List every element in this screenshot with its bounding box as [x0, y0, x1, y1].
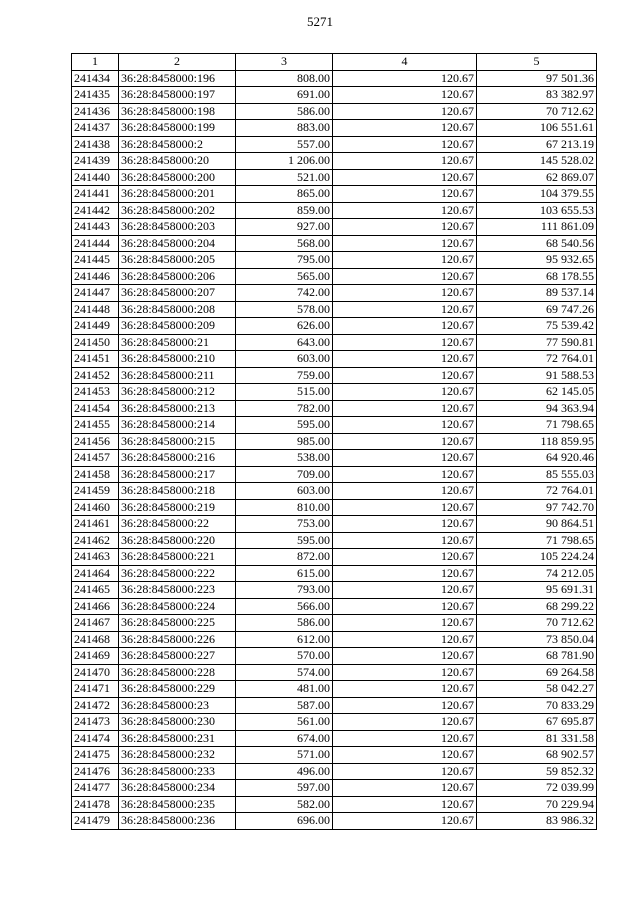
cadastral-number-cell: 36:28:8458000:233 [119, 763, 236, 780]
column-header-4: 4 [333, 54, 477, 71]
cadastral-number-cell: 36:28:8458000:229 [119, 681, 236, 698]
row-number-cell: 241458 [72, 466, 119, 483]
page-number: 5271 [307, 14, 333, 29]
value-cell: 70 833.29 [477, 697, 597, 714]
area-cell: 595.00 [236, 532, 333, 549]
rate-cell: 120.67 [333, 70, 477, 87]
rate-cell: 120.67 [333, 318, 477, 335]
rate-cell: 120.67 [333, 582, 477, 599]
area-cell: 1 206.00 [236, 153, 333, 170]
table-row [72, 532, 597, 549]
table-row [72, 417, 597, 434]
table-row [72, 466, 597, 483]
cadastral-number-cell: 36:28:8458000:207 [119, 285, 236, 302]
rate-cell: 120.67 [333, 664, 477, 681]
cadastral-number-cell: 36:28:8458000:202 [119, 202, 236, 219]
table-row [72, 796, 597, 813]
table-row [72, 499, 597, 516]
table-row [72, 681, 597, 698]
table-row [72, 186, 597, 203]
cadastral-number-cell: 36:28:8458000:211 [119, 367, 236, 384]
rate-cell: 120.67 [333, 714, 477, 731]
area-cell: 568.00 [236, 235, 333, 252]
table-row [72, 582, 597, 599]
cadastral-number-cell: 36:28:8458000:203 [119, 219, 236, 236]
area-cell: 709.00 [236, 466, 333, 483]
table-row [72, 120, 597, 137]
column-header-3: 3 [236, 54, 333, 71]
cadastral-number-cell: 36:28:8458000:23 [119, 697, 236, 714]
value-cell: 69 747.26 [477, 301, 597, 318]
cadastral-number-cell: 36:28:8458000:213 [119, 400, 236, 417]
row-number-cell: 241476 [72, 763, 119, 780]
value-cell: 94 363.94 [477, 400, 597, 417]
row-number-cell: 241438 [72, 136, 119, 153]
cadastral-number-cell: 36:28:8458000:20 [119, 153, 236, 170]
rate-cell: 120.67 [333, 252, 477, 269]
rate-cell: 120.67 [333, 120, 477, 137]
cadastral-number-cell: 36:28:8458000:235 [119, 796, 236, 813]
value-cell: 62 869.07 [477, 169, 597, 186]
cadastral-number-cell: 36:28:8458000:231 [119, 730, 236, 747]
table-row [72, 565, 597, 582]
area-cell: 481.00 [236, 681, 333, 698]
value-cell: 145 528.02 [477, 153, 597, 170]
table-row [72, 153, 597, 170]
value-cell: 72 764.01 [477, 351, 597, 368]
cadastral-number-cell: 36:28:8458000:223 [119, 582, 236, 599]
area-cell: 595.00 [236, 417, 333, 434]
rate-cell: 120.67 [333, 268, 477, 285]
row-number-cell: 241475 [72, 747, 119, 764]
table-row [72, 202, 597, 219]
cadastral-number-cell: 36:28:8458000:209 [119, 318, 236, 335]
rate-cell: 120.67 [333, 516, 477, 533]
value-cell: 90 864.51 [477, 516, 597, 533]
row-number-cell: 241465 [72, 582, 119, 599]
row-number-cell: 241455 [72, 417, 119, 434]
row-number-cell: 241444 [72, 235, 119, 252]
area-cell: 496.00 [236, 763, 333, 780]
value-cell: 68 540.56 [477, 235, 597, 252]
row-number-cell: 241451 [72, 351, 119, 368]
rate-cell: 120.67 [333, 202, 477, 219]
area-cell: 753.00 [236, 516, 333, 533]
rate-cell: 120.67 [333, 598, 477, 615]
table-row [72, 87, 597, 104]
cadastral-number-cell: 36:28:8458000:198 [119, 103, 236, 120]
value-cell: 73 850.04 [477, 631, 597, 648]
area-cell: 782.00 [236, 400, 333, 417]
row-number-cell: 241464 [72, 565, 119, 582]
table-row [72, 367, 597, 384]
rate-cell: 120.67 [333, 153, 477, 170]
cadastral-number-cell: 36:28:8458000:228 [119, 664, 236, 681]
table-row [72, 648, 597, 665]
rate-cell: 120.67 [333, 648, 477, 665]
row-number-cell: 241445 [72, 252, 119, 269]
area-cell: 565.00 [236, 268, 333, 285]
value-cell: 89 537.14 [477, 285, 597, 302]
area-cell: 578.00 [236, 301, 333, 318]
cadastral-number-cell: 36:28:8458000:196 [119, 70, 236, 87]
area-cell: 872.00 [236, 549, 333, 566]
cadastral-number-cell: 36:28:8458000:201 [119, 186, 236, 203]
area-cell: 696.00 [236, 813, 333, 830]
cadastral-number-cell: 36:28:8458000:204 [119, 235, 236, 252]
rate-cell: 120.67 [333, 351, 477, 368]
cadastral-number-cell: 36:28:8458000:21 [119, 334, 236, 351]
row-number-cell: 241456 [72, 433, 119, 450]
value-cell: 68 178.55 [477, 268, 597, 285]
rate-cell: 120.67 [333, 334, 477, 351]
cadastral-number-cell: 36:28:8458000:221 [119, 549, 236, 566]
value-cell: 97 501.36 [477, 70, 597, 87]
value-cell: 62 145.05 [477, 384, 597, 401]
area-cell: 603.00 [236, 351, 333, 368]
cadastral-number-cell: 36:28:8458000:22 [119, 516, 236, 533]
table-row [72, 103, 597, 120]
area-cell: 643.00 [236, 334, 333, 351]
row-number-cell: 241470 [72, 664, 119, 681]
row-number-cell: 241443 [72, 219, 119, 236]
row-number-cell: 241452 [72, 367, 119, 384]
row-number-cell: 241448 [72, 301, 119, 318]
table-row [72, 664, 597, 681]
rate-cell: 120.67 [333, 697, 477, 714]
row-number-cell: 241454 [72, 400, 119, 417]
area-cell: 626.00 [236, 318, 333, 335]
row-number-cell: 241479 [72, 813, 119, 830]
row-number-cell: 241468 [72, 631, 119, 648]
cadastral-number-cell: 36:28:8458000:214 [119, 417, 236, 434]
cadastral-number-cell: 36:28:8458000:224 [119, 598, 236, 615]
value-cell: 68 902.57 [477, 747, 597, 764]
value-cell: 77 590.81 [477, 334, 597, 351]
cadastral-number-cell: 36:28:8458000:230 [119, 714, 236, 731]
area-cell: 793.00 [236, 582, 333, 599]
rate-cell: 120.67 [333, 631, 477, 648]
cadastral-number-cell: 36:28:8458000:2 [119, 136, 236, 153]
row-number-cell: 241473 [72, 714, 119, 731]
area-cell: 883.00 [236, 120, 333, 137]
row-number-cell: 241460 [72, 499, 119, 516]
table-row [72, 384, 597, 401]
rate-cell: 120.67 [333, 532, 477, 549]
row-number-cell: 241467 [72, 615, 119, 632]
cadastral-number-cell: 36:28:8458000:222 [119, 565, 236, 582]
cadastral-number-cell: 36:28:8458000:200 [119, 169, 236, 186]
rate-cell: 120.67 [333, 219, 477, 236]
table-row [72, 219, 597, 236]
table-row [72, 763, 597, 780]
rate-cell: 120.67 [333, 450, 477, 467]
value-cell: 70 229.94 [477, 796, 597, 813]
table-row [72, 268, 597, 285]
column-header-1: 1 [72, 54, 119, 71]
table-row [72, 351, 597, 368]
area-cell: 859.00 [236, 202, 333, 219]
row-number-cell: 241453 [72, 384, 119, 401]
row-number-cell: 241435 [72, 87, 119, 104]
value-cell: 68 781.90 [477, 648, 597, 665]
table-body [72, 70, 597, 829]
row-number-cell: 241474 [72, 730, 119, 747]
row-number-cell: 241463 [72, 549, 119, 566]
table-row [72, 136, 597, 153]
table-row [72, 631, 597, 648]
area-cell: 742.00 [236, 285, 333, 302]
value-cell: 67 695.87 [477, 714, 597, 731]
rate-cell: 120.67 [333, 730, 477, 747]
row-number-cell: 241462 [72, 532, 119, 549]
cadastral-number-cell: 36:28:8458000:220 [119, 532, 236, 549]
row-number-cell: 241434 [72, 70, 119, 87]
rate-cell: 120.67 [333, 103, 477, 120]
table-row [72, 285, 597, 302]
cadastral-number-cell: 36:28:8458000:205 [119, 252, 236, 269]
cadastral-number-cell: 36:28:8458000:226 [119, 631, 236, 648]
area-cell: 587.00 [236, 697, 333, 714]
cadastral-value-table [71, 53, 597, 830]
table-row [72, 714, 597, 731]
cadastral-number-cell: 36:28:8458000:216 [119, 450, 236, 467]
rate-cell: 120.67 [333, 301, 477, 318]
rate-cell: 120.67 [333, 136, 477, 153]
table-row [72, 400, 597, 417]
value-cell: 91 588.53 [477, 367, 597, 384]
area-cell: 612.00 [236, 631, 333, 648]
table-row [72, 697, 597, 714]
cadastral-number-cell: 36:28:8458000:218 [119, 483, 236, 500]
table-row [72, 450, 597, 467]
rate-cell: 120.67 [333, 565, 477, 582]
table-row [72, 730, 597, 747]
area-cell: 927.00 [236, 219, 333, 236]
row-number-cell: 241439 [72, 153, 119, 170]
area-cell: 810.00 [236, 499, 333, 516]
row-number-cell: 241461 [72, 516, 119, 533]
value-cell: 64 920.46 [477, 450, 597, 467]
area-cell: 795.00 [236, 252, 333, 269]
area-cell: 557.00 [236, 136, 333, 153]
value-cell: 67 213.19 [477, 136, 597, 153]
rate-cell: 120.67 [333, 796, 477, 813]
rate-cell: 120.67 [333, 780, 477, 797]
row-number-cell: 241437 [72, 120, 119, 137]
area-cell: 808.00 [236, 70, 333, 87]
row-number-cell: 241442 [72, 202, 119, 219]
value-cell: 58 042.27 [477, 681, 597, 698]
table-row [72, 549, 597, 566]
cadastral-number-cell: 36:28:8458000:234 [119, 780, 236, 797]
rate-cell: 120.67 [333, 615, 477, 632]
rate-cell: 120.67 [333, 681, 477, 698]
value-cell: 72 764.01 [477, 483, 597, 500]
value-cell: 71 798.65 [477, 417, 597, 434]
area-cell: 521.00 [236, 169, 333, 186]
area-cell: 615.00 [236, 565, 333, 582]
rate-cell: 120.67 [333, 384, 477, 401]
cadastral-number-cell: 36:28:8458000:206 [119, 268, 236, 285]
row-number-cell: 241440 [72, 169, 119, 186]
column-header-2: 2 [119, 54, 236, 71]
cadastral-number-cell: 36:28:8458000:217 [119, 466, 236, 483]
row-number-cell: 241471 [72, 681, 119, 698]
row-number-cell: 241478 [72, 796, 119, 813]
cadastral-number-cell: 36:28:8458000:225 [119, 615, 236, 632]
area-cell: 515.00 [236, 384, 333, 401]
value-cell: 71 798.65 [477, 532, 597, 549]
table-row [72, 780, 597, 797]
table-row [72, 235, 597, 252]
area-cell: 597.00 [236, 780, 333, 797]
rate-cell: 120.67 [333, 186, 477, 203]
row-number-cell: 241477 [72, 780, 119, 797]
value-cell: 104 379.55 [477, 186, 597, 203]
rate-cell: 120.67 [333, 87, 477, 104]
cadastral-number-cell: 36:28:8458000:215 [119, 433, 236, 450]
area-cell: 691.00 [236, 87, 333, 104]
value-cell: 97 742.70 [477, 499, 597, 516]
row-number-cell: 241457 [72, 450, 119, 467]
rate-cell: 120.67 [333, 549, 477, 566]
table-row [72, 301, 597, 318]
cadastral-number-cell: 36:28:8458000:219 [119, 499, 236, 516]
value-cell: 111 861.09 [477, 219, 597, 236]
area-cell: 566.00 [236, 598, 333, 615]
table-row [72, 169, 597, 186]
cadastral-number-cell: 36:28:8458000:232 [119, 747, 236, 764]
value-cell: 70 712.62 [477, 615, 597, 632]
area-cell: 582.00 [236, 796, 333, 813]
row-number-cell: 241447 [72, 285, 119, 302]
area-cell: 586.00 [236, 615, 333, 632]
value-cell: 69 264.58 [477, 664, 597, 681]
table-row [72, 252, 597, 269]
rate-cell: 120.67 [333, 483, 477, 500]
column-header-5: 5 [477, 54, 597, 71]
value-cell: 118 859.95 [477, 433, 597, 450]
table-row [72, 483, 597, 500]
row-number-cell: 241450 [72, 334, 119, 351]
value-cell: 95 691.31 [477, 582, 597, 599]
rate-cell: 120.67 [333, 747, 477, 764]
area-cell: 674.00 [236, 730, 333, 747]
area-cell: 759.00 [236, 367, 333, 384]
table-row [72, 70, 597, 87]
table-row [72, 747, 597, 764]
rate-cell: 120.67 [333, 813, 477, 830]
row-number-cell: 241441 [72, 186, 119, 203]
area-cell: 571.00 [236, 747, 333, 764]
rate-cell: 120.67 [333, 433, 477, 450]
value-cell: 74 212.05 [477, 565, 597, 582]
cadastral-number-cell: 36:28:8458000:236 [119, 813, 236, 830]
value-cell: 83 986.32 [477, 813, 597, 830]
row-number-cell: 241436 [72, 103, 119, 120]
area-cell: 574.00 [236, 664, 333, 681]
value-cell: 95 932.65 [477, 252, 597, 269]
cadastral-number-cell: 36:28:8458000:212 [119, 384, 236, 401]
rate-cell: 120.67 [333, 466, 477, 483]
table-row [72, 516, 597, 533]
row-number-cell: 241449 [72, 318, 119, 335]
rate-cell: 120.67 [333, 499, 477, 516]
value-cell: 106 551.61 [477, 120, 597, 137]
table-row [72, 598, 597, 615]
cadastral-number-cell: 36:28:8458000:227 [119, 648, 236, 665]
value-cell: 83 382.97 [477, 87, 597, 104]
rate-cell: 120.67 [333, 367, 477, 384]
value-cell: 103 655.53 [477, 202, 597, 219]
table-row [72, 813, 597, 830]
area-cell: 538.00 [236, 450, 333, 467]
area-cell: 985.00 [236, 433, 333, 450]
table-row [72, 615, 597, 632]
row-number-cell: 241469 [72, 648, 119, 665]
table-row [72, 433, 597, 450]
rate-cell: 120.67 [333, 235, 477, 252]
row-number-cell: 241472 [72, 697, 119, 714]
row-number-cell: 241459 [72, 483, 119, 500]
area-cell: 865.00 [236, 186, 333, 203]
cadastral-number-cell: 36:28:8458000:208 [119, 301, 236, 318]
rate-cell: 120.67 [333, 400, 477, 417]
cadastral-number-cell: 36:28:8458000:210 [119, 351, 236, 368]
rate-cell: 120.67 [333, 417, 477, 434]
value-cell: 105 224.24 [477, 549, 597, 566]
area-cell: 561.00 [236, 714, 333, 731]
row-number-cell: 241446 [72, 268, 119, 285]
area-cell: 586.00 [236, 103, 333, 120]
cadastral-number-cell: 36:28:8458000:197 [119, 87, 236, 104]
rate-cell: 120.67 [333, 763, 477, 780]
table-row [72, 318, 597, 335]
value-cell: 68 299.22 [477, 598, 597, 615]
value-cell: 59 852.32 [477, 763, 597, 780]
cadastral-number-cell: 36:28:8458000:199 [119, 120, 236, 137]
value-cell: 72 039.99 [477, 780, 597, 797]
table-header-row [72, 54, 597, 71]
value-cell: 81 331.58 [477, 730, 597, 747]
row-number-cell: 241466 [72, 598, 119, 615]
value-cell: 75 539.42 [477, 318, 597, 335]
area-cell: 570.00 [236, 648, 333, 665]
table-row [72, 334, 597, 351]
rate-cell: 120.67 [333, 285, 477, 302]
area-cell: 603.00 [236, 483, 333, 500]
value-cell: 70 712.62 [477, 103, 597, 120]
rate-cell: 120.67 [333, 169, 477, 186]
value-cell: 85 555.03 [477, 466, 597, 483]
